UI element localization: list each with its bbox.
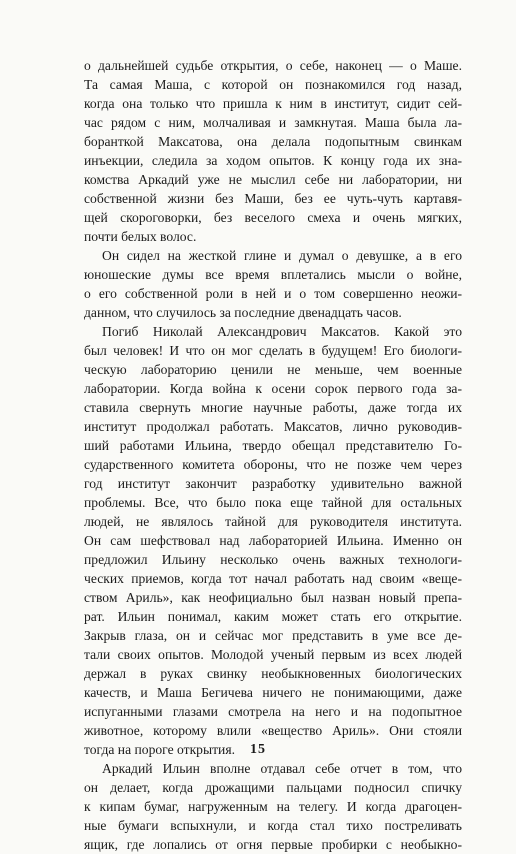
- text-line: проблемы. Все, что было пока еще тайной для остальных: [84, 495, 462, 510]
- text-line: комства Аркадий уже не мыслил себе ни лаборатории, ни: [84, 172, 462, 187]
- body-text: [84, 56, 462, 854]
- text-line: данном, что случилось за последние двенадцать часов.: [84, 305, 402, 320]
- text-line: о его собственной роли в ней и о том совершенно неожи-: [84, 286, 462, 301]
- text-line: инъекции, следила за ходом опытов. К концу года их зна-: [84, 153, 462, 168]
- text-line: животное, которому влили «вещество Ариль». Они стояли: [84, 723, 462, 738]
- text-line: рат. Ильин понимал, каким может стать его открытие.: [84, 609, 462, 624]
- text-line: к кипам бумаг, нагруженным на телегу. И когда драгоцен-: [84, 799, 462, 814]
- text-line: Погиб Николай Александрович Максатов. Какой это: [102, 324, 462, 339]
- paragraph: [84, 56, 462, 246]
- text-line: ческих приемов, когда тот начал работать над своим «веще-: [84, 571, 462, 586]
- text-line: тали своих опытов. Молодой ученый первым из всех людей: [84, 647, 462, 662]
- text-line: год институт закончит разработку удивительно важной: [84, 476, 462, 491]
- page-number: 15: [250, 742, 266, 757]
- text-line: лаборатории. Когда война к осени сорок первого года за-: [84, 381, 462, 396]
- text-line: Закрыв глаза, он и сейчас мог представить в уме все де-: [84, 628, 462, 643]
- text-line: час рядом с ним, молчаливая и замкнутая. Маша была ла-: [84, 115, 462, 130]
- text-line: институт продолжал работать. Максатов, лично руководив-: [84, 419, 462, 434]
- text-line: почти белых волос.: [84, 229, 197, 244]
- text-line: боранткой Максатова, она делала подопытным свинкам: [84, 134, 462, 149]
- text-line: Аркадий Ильин вполне отдавал себе отчет в том, что: [102, 761, 462, 776]
- text-line: тогда на пороге открытия.: [84, 742, 235, 757]
- paragraph: [84, 759, 462, 854]
- text-line: качеств, и Маша Бегичева ничего не понимающими, даже: [84, 685, 462, 700]
- paragraph: [84, 322, 462, 759]
- text-line: ящик, где лопались от огня первые пробирки с необыкно-: [84, 837, 462, 852]
- text-line: был человек! И что он мог сделать в будущем! Его биологи-: [84, 343, 462, 358]
- text-line: испуганными глазами смотрела на него и на подопытное: [84, 704, 462, 719]
- text-line: Он сам шефствовал над лабораторией Ильина. Именно он: [84, 533, 462, 548]
- text-line: предложил Ильину несколько очень важных технологи-: [84, 552, 462, 567]
- text-line: ческую лабораторию ценили не меньше, чем военные: [84, 362, 462, 377]
- text-line: ные бумаги вспыхнули, и когда стал тихо постреливать: [84, 818, 462, 833]
- text-line: собственной жизни без Маши, без ее чуть-чуть картавя-: [84, 191, 462, 206]
- text-line: ставила свернуть многие научные работы, даже тогда их: [84, 400, 462, 415]
- text-line: юношеские думы все время вплетались мысли о войне,: [84, 267, 462, 282]
- paragraph: [84, 246, 462, 322]
- text-line: когда она только что пришла к ним в институт, сидит сей-: [84, 96, 462, 111]
- text-line: он делает, когда дрожащими пальцами подносил спичку: [84, 780, 462, 795]
- text-line: Он сидел на жесткой глине и думал о девушке, а в его: [102, 248, 462, 263]
- text-line: ший работами Ильина, твердо обещал представителю Го-: [84, 438, 462, 453]
- text-line: сударственного комитета обороны, что не позже чем через: [84, 457, 462, 472]
- text-line: людей, не являлось тайной для руководителя института.: [84, 514, 462, 529]
- text-line: о дальнейшей судьбе открытия, о себе, наконец — о Маше.: [84, 58, 462, 73]
- text-line: держал в руках свинку необыкновенных биологических: [84, 666, 462, 681]
- text-line: ством Ариль», как неофициально был назван новый препа-: [84, 590, 462, 605]
- text-line: Та самая Маша, с которой он познакомился год назад,: [84, 77, 462, 92]
- text-line: щей скороговорки, без веселого смеха и очень мягких,: [84, 210, 462, 225]
